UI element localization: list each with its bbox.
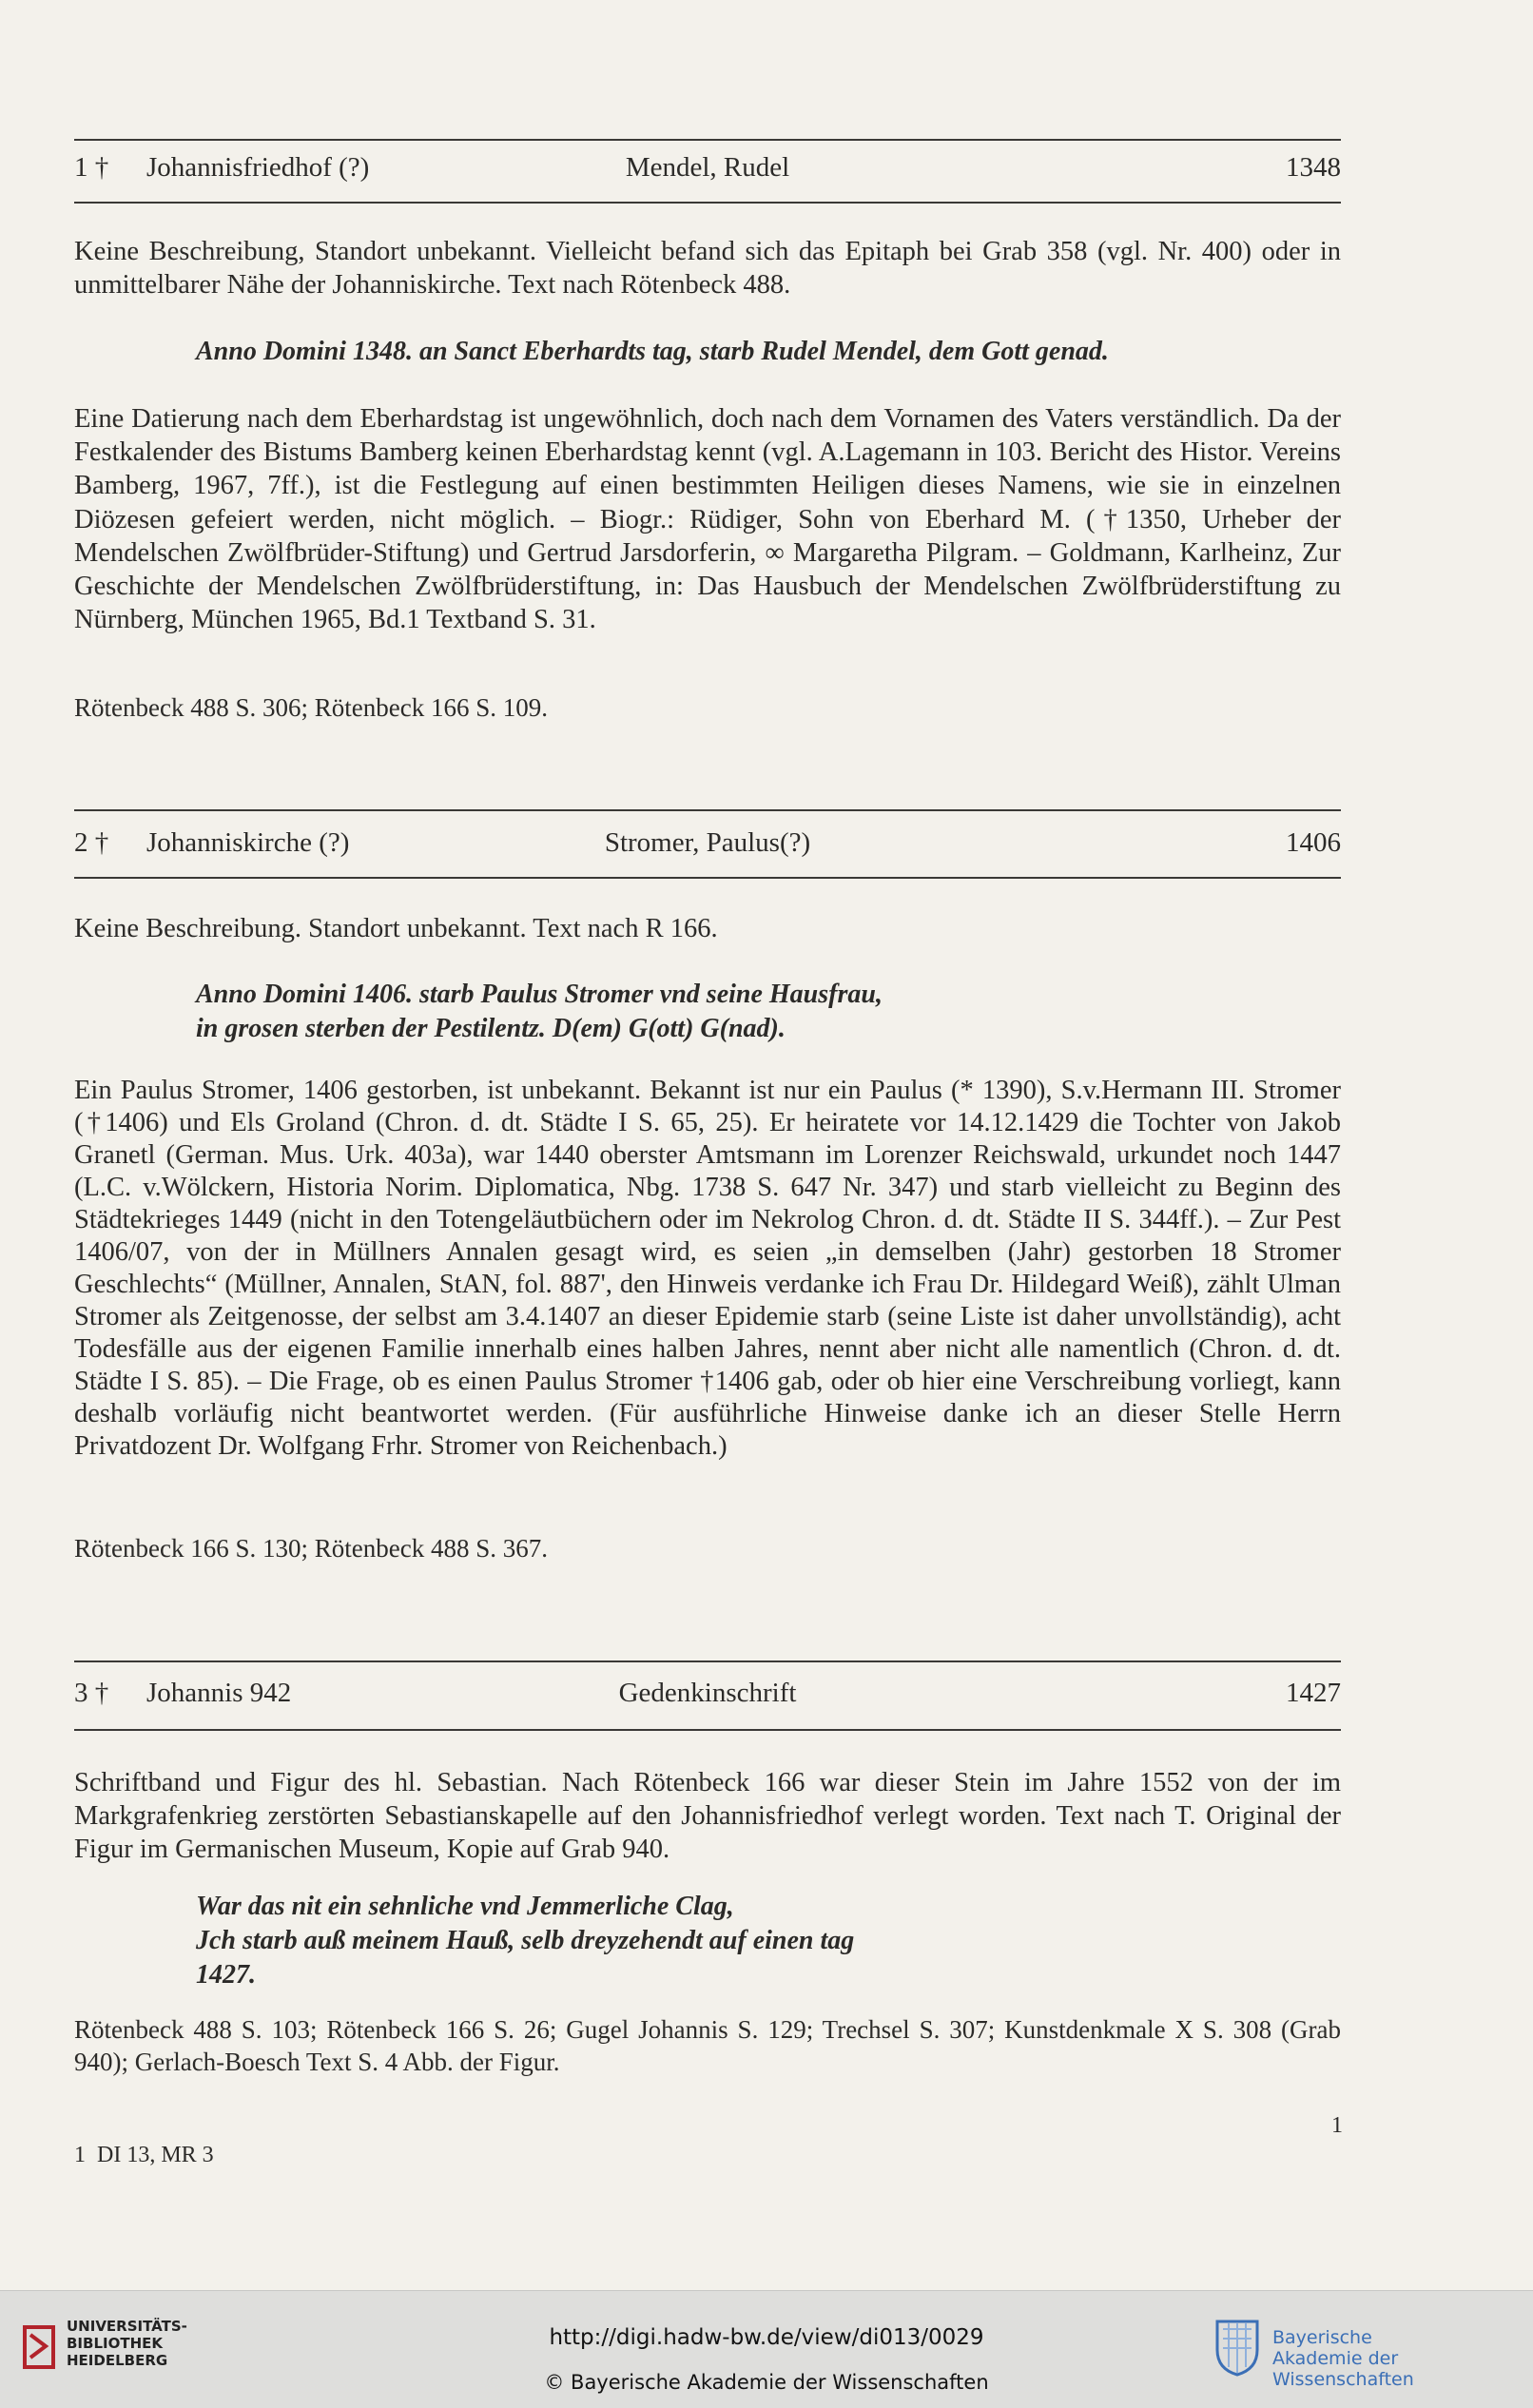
entry-3-intro: Schriftband und Figur des hl. Sebastian. Nach Rötenbeck 166 war dieser Stein im Jahre 1552 von der im Markgrafenkrieg zerstörten Sebastianskapelle auf den Johannisfriedhof verlegt worden. Text nach T. Original der Figur im Germanischen Museum, Kopie auf Grab 940. — [74, 1768, 1341, 1865]
entry-number: 2 † — [74, 827, 109, 858]
entry-name: Stromer, Paulus(?) — [604, 827, 811, 858]
academy-name[interactable]: Bayerische Akademie der Wissenschaften — [1272, 2327, 1414, 2390]
entry-year: 1348 — [1286, 152, 1341, 183]
entry-name: Mendel, Rudel — [625, 152, 790, 183]
entry-year: 1427 — [1286, 1678, 1341, 1708]
entry-name: Gedenkinschrift — [618, 1678, 797, 1708]
entry-1-top-rule — [74, 139, 1341, 141]
entry-1-bottom-rule — [74, 202, 1341, 204]
entry-3-bottom-rule — [74, 1729, 1341, 1731]
entry-2-header — [74, 827, 1341, 865]
entry-location: Johanniskirche (?) — [146, 827, 350, 858]
entry-location: Johannis 942 — [146, 1678, 292, 1708]
entry-2-commentary: Ein Paulus Stromer, 1406 gestorben, ist unbekannt. Bekannt ist nur ein Paulus (* 1390), S.v.Hermann III. Stromer (†1406) und Els Groland (Chron. d. dt. Städte I S. 65, 25). Er heiratete vor 14.12.1429 die Tochter von Jakob Granetl (German. Mus. Urk. 403a), war 1440 oberster Amtsmann im Lorenzer Reichswald, urkundet noch 1447 (L.C. v.Wölckern, Historia Norim. Diplomatica, Nbg. 1738 S. 647 Nr. 347) und starb vielleicht zu Beginn des Städtekrieges 1449 (nicht in den Totengeläutbüchern oder im Nekrolog Chron. d. dt. Städte II S. 344ff.). – Zur Pest 1406/07, von der in Müllners Annalen gesagt wird, es seien „in demselben (Jahr) gestorben 18 Stromer Geschlechts“ (Müllner, Annalen, StAN, fol. 887', den Hinweis verdanke ich Frau Dr. Hildegard Weiß), zählt Ulman Stromer als Zeitgenosse, der selbst am 3.4.1407 an dieser Epidemie starb (seine Liste ist daher unvollständig), acht Todesfälle aus der eigenen Familie innerhalb eines halben Jahres, nennt aber nicht alle namentlich (Chron. d. dt. Städte I S. 85). – Die Frage, ob es einen Paulus Stromer †1406 gab, oder ob hier eine Verschreibung vorliegt, kann deshalb vorläufig nicht beantwortet werden. (Für ausführliche Hinweise danke ich an dieser Stelle Herrn Privatdozent Dr. Wolfgang Frhr. Stromer von Reichenbach.) — [74, 1076, 1341, 1461]
entry-number: 1 † — [74, 152, 109, 183]
entry-3-top-rule — [74, 1660, 1341, 1662]
entry-1-references: Rötenbeck 488 S. 306; Rötenbeck 166 S. 109. — [74, 693, 548, 722]
entry-number: 3 † — [74, 1678, 109, 1708]
entry-3-inscription: War das nit ein sehnliche vnd Jemmerliche Clag, Jch starb auß meinem Hauß, selb dreyzehendt auf einen tag 1427. — [196, 1892, 855, 1990]
entry-3-header — [74, 1678, 1341, 1716]
university-library-name[interactable]: UNIVERSITÄTS- BIBLIOTHEK HEIDELBERG — [67, 2318, 187, 2369]
academy-crest-icon[interactable] — [1210, 2312, 1265, 2379]
entry-1-intro: Keine Beschreibung, Standort unbekannt. Vielleicht befand sich das Epitaph bei Grab 358 (vgl. Nr. 400) oder in unmittelbarer Nähe der Johanniskirche. Text nach Rötenbeck 488. — [74, 237, 1341, 301]
permalink-url[interactable]: http://digi.hadw-bw.de/view/di013/0029 — [549, 2325, 984, 2350]
copyright-notice: © Bayerische Akademie der Wissenschaften — [544, 2371, 989, 2394]
sheet-number: 1 — [1331, 2113, 1343, 2138]
entry-3-references: Rötenbeck 488 S. 103; Rötenbeck 166 S. 26; Gugel Johannis S. 129; Trechsel S. 307; Kunstdenkmale X S. 308 (Grab 940); Gerlach-Boesch Text S. 4 Abb. der Figur. — [74, 2015, 1341, 2076]
entry-year: 1406 — [1286, 827, 1341, 858]
entry-2-intro: Keine Beschreibung. Standort unbekannt. Text nach R 166. — [74, 914, 718, 943]
entry-2-references: Rötenbeck 166 S. 130; Rötenbeck 488 S. 367. — [74, 1534, 548, 1563]
entry-1-header — [74, 152, 1341, 190]
entry-location: Johannisfriedhof (?) — [146, 152, 370, 183]
entry-2-inscription: Anno Domini 1406. starb Paulus Stromer vnd seine Hausfrau, in grosen sterben der Pestilentz. D(em) G(ott) G(nad). — [196, 980, 883, 1043]
viewer-footer — [0, 2290, 1533, 2408]
printer-signature: 1 DI 13, MR 3 — [74, 2143, 214, 2167]
entry-2-bottom-rule — [74, 877, 1341, 879]
entry-2-top-rule — [74, 809, 1341, 811]
entry-1-commentary: Eine Datierung nach dem Eberhardstag ist ungewöhnlich, doch nach dem Vornamen des Vaters verständlich. Da der Festkalender des Bistums Bamberg keinen Eberhardstag kennt (vgl. A.Lagemann in 103. Bericht des Histor. Vereins Bamberg, 1967, 7ff.), ist die Festlegung auf einen bestimmten Heiligen dieses Namens, wie sie in einzelnen Diözesen gefeiert werden, nicht möglich. – Biogr.: Rüdiger, Sohn von Eberhard M. (†1350, Urheber der Mendelschen Zwölfbrüder-Stiftung) und Gertrud Jarsdorferin, ∞ Margaretha Pilgram. – Goldmann, Karlheinz, Zur Geschichte der Mendelschen Zwölfbrüderstiftung, in: Das Hausbuch der Mendelschen Zwölfbrüderstiftung zu Nürnberg, München 1965, Bd.1 Textband S. 31. — [74, 404, 1341, 635]
entry-1-inscription: Anno Domini 1348. an Sanct Eberhardts tag, starb Rudel Mendel, dem Gott genad. — [196, 337, 1109, 366]
